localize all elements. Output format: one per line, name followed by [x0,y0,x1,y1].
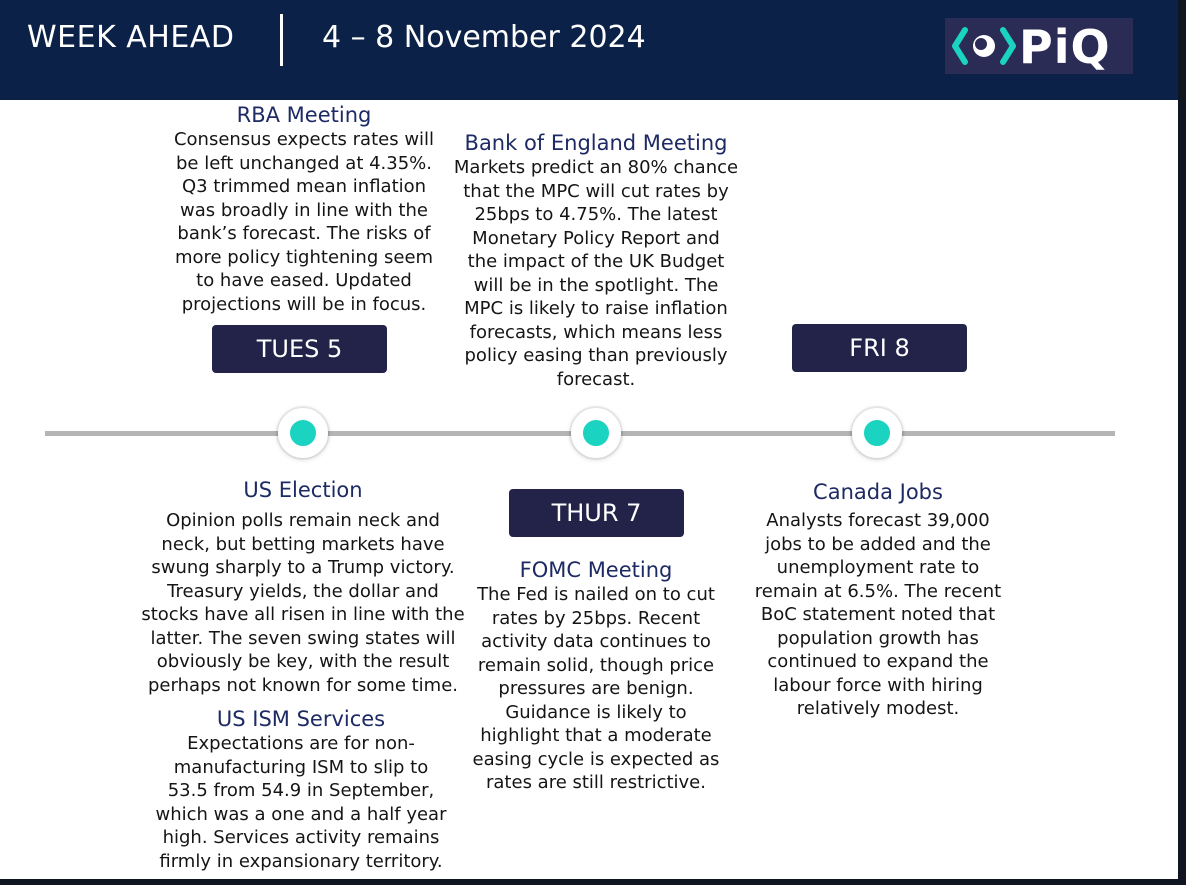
window-edge-bottom [0,879,1186,885]
rba-meeting-text: Consensus expects rates will be left unchanged at 4.35%. Q3 trimmed mean inflation was broadly in line with the bank’s forecast. The risks of more policy tightening seem to have eased. Updated projections will be in focus. [173,129,435,315]
timeline-dot-friday [852,408,902,458]
fomc-meeting-title: FOMC Meeting [519,558,673,582]
piq-logo [945,18,1133,74]
boe-meeting-block [448,130,744,391]
header-bar [0,0,1178,100]
day-badge-tuesday: TUES 5 [212,325,387,373]
boe-meeting-text: Markets predict an 80% chance that the MPC will cut rates by 25bps to 4.75%. The latest Monetary Policy Report and the impact of the UK Budget will be in the spotlight. The MPC is likely to raise inflation forecasts, which means less policy easing than previously forecast. [453,157,739,390]
week-ahead-label: WEEK AHEAD [27,20,235,55]
rba-meeting-title: RBA Meeting [236,103,372,127]
us-election-title: US Election [243,478,363,502]
canada-jobs-title: Canada Jobs [813,480,943,504]
fomc-meeting-text: The Fed is nailed on to cut rates by 25bps. Recent activity data continues to remain solid, though price pressures are benign. Guidance is likely to highlight that a moderate easing cycle is expected as rates are still restrictive. [472,584,720,793]
us-election-text: Opinion polls remain neck and neck, but betting markets have swung sharply to a Trump victory. Treasury yields, the dollar and stocks have all risen in line with the latter. The seven swing states will obviously be key, with the result perhaps not known for some time. [141,510,465,696]
us-election-block [140,477,466,697]
us-ism-title: US ISM Services [216,707,386,731]
us-ism-block [150,706,452,873]
boe-meeting-title: Bank of England Meeting [464,131,728,155]
canada-jobs-block [740,479,1016,721]
eye-bracket-icon [951,24,1017,68]
rba-meeting-block [158,102,450,316]
day-badge-thursday: THUR 7 [509,489,684,537]
header-divider [280,14,283,66]
timeline-dot-thursday [571,408,621,458]
us-ism-text: Expectations are for non- manufacturing ISM to slip to 53.5 from 54.9 in September, which was a one and a half year high. Services activity remains firmly in expansionary territory. [155,733,447,872]
canada-jobs-text: Analysts forecast 39,000 jobs to be added and the unemployment rate to remain at 6.5%. The recent BoC statement noted that population growth has continued to expand the labour force with hiring relatively modest. [754,510,1002,719]
window-edge-right [1178,0,1186,885]
timeline-dot-tuesday [278,408,328,458]
date-range: 4 – 8 November 2024 [322,20,646,55]
fomc-meeting-block [458,557,734,795]
logo-text: PiQ [1019,20,1111,74]
day-badge-friday: FRI 8 [792,324,967,372]
